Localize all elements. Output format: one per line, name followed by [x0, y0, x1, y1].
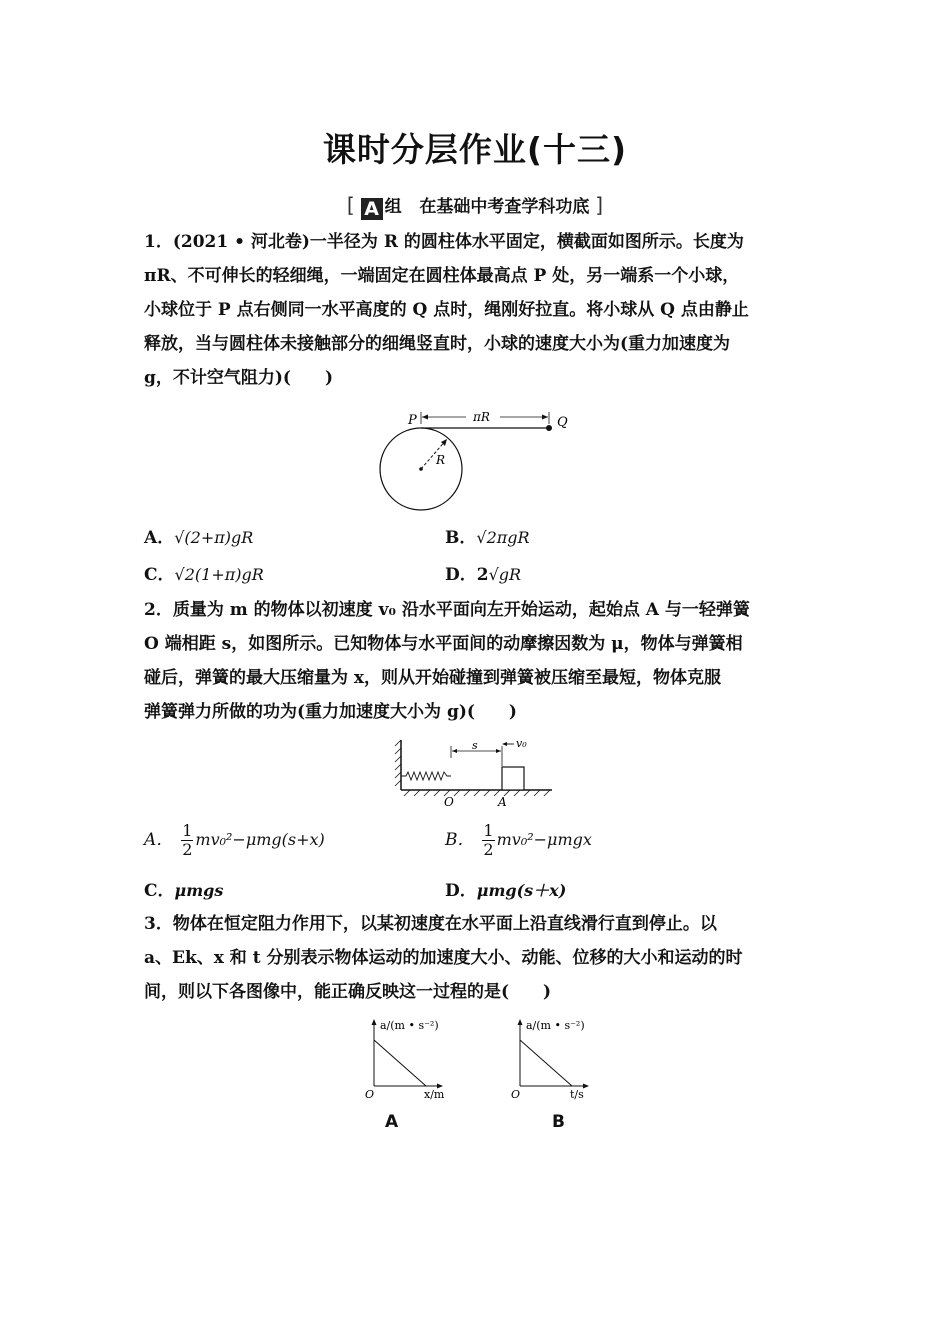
option-expr: mv₀²−μmgx — [496, 830, 592, 849]
question-2 — [144, 593, 810, 729]
option-label: A． — [144, 528, 175, 548]
floor-hatching — [404, 790, 550, 796]
dim-arrow-left — [422, 415, 428, 420]
q2-option-b[interactable] — [445, 822, 592, 859]
x-label: t/s — [570, 1088, 584, 1101]
question-3 — [144, 907, 810, 1009]
option-expr: √gR — [488, 565, 522, 584]
page-title: 课时分层作业(十三) — [322, 130, 628, 169]
p-label: P — [408, 413, 417, 428]
q1-line: g，不计空气阻力)( ) — [144, 368, 334, 388]
s-label: s — [472, 739, 478, 752]
q3-line: a、Ek、x 和 t 分别表示物体运动的加速度大小、动能、位移的大小和运动的时 — [144, 948, 743, 968]
q2-line: 2．质量为 m 的物体以初速度 v₀ 沿水平面向左开始运动，起始点 A 与一轻弹簧 — [144, 600, 750, 620]
wall-hatching — [395, 740, 401, 786]
option-expr: mv₀²−μmg(s+x) — [195, 830, 325, 849]
q3-line: 间，则以下各图像中，能正确反映这一过程的是( ) — [144, 982, 552, 1002]
option-label: C． — [144, 565, 175, 585]
o-label: O — [444, 795, 454, 809]
q3-graph-b — [506, 1016, 606, 1104]
option-label: B． — [445, 830, 475, 850]
q1-line: 1．(2021 • 河北卷)一半径为 R 的圆柱体水平固定，横截面如图所示。长度为 — [144, 232, 744, 252]
v0-label: v₀ — [516, 737, 527, 750]
section-heading — [0, 192, 950, 220]
q1-line: 小球位于 P 点右侧同一水平高度的 Q 点时，绳刚好拉直。将小球从 Q 点由静止 — [144, 300, 749, 320]
option-expr: μmg(s＋x) — [476, 881, 567, 900]
q-label: Q — [557, 415, 568, 430]
section-text: 在基础中考查学科功底 — [419, 197, 590, 217]
option-label: C． — [144, 881, 175, 901]
fraction: $\frac{1}{2}$ — [182, 821, 193, 859]
option-label: D． — [445, 881, 477, 901]
q1-option-c[interactable] — [144, 563, 264, 587]
fraction: $\frac{1}{2}$ — [483, 821, 494, 859]
x-arrow — [583, 1084, 589, 1089]
q1-line: 释放，当与圆柱体未接触部分的细绳竖直时，小球的速度大小为(重力加速度为 — [144, 334, 731, 354]
dim-arrow-right — [542, 415, 548, 420]
block — [502, 767, 524, 790]
q1-line: πR、不可伸长的轻细绳，一端固定在圆柱体最高点 P 处，另一端系一个小球， — [144, 266, 740, 286]
option-label: B． — [445, 528, 477, 548]
s-arrow-right — [496, 749, 501, 753]
option-prefix: 2 — [476, 565, 489, 585]
group-badge: A — [361, 198, 383, 220]
q1-option-d[interactable] — [445, 563, 521, 587]
option-label: A． — [144, 830, 174, 850]
x-label: x/m — [424, 1088, 445, 1101]
option-expr: √2(1+π)gR — [174, 565, 264, 584]
graph-b-caption: B — [552, 1112, 565, 1132]
y-arrow — [518, 1019, 523, 1025]
graph-line — [520, 1040, 572, 1086]
option-label: D． — [445, 565, 477, 585]
q1-option-b[interactable] — [445, 526, 530, 550]
origin-label: O — [511, 1088, 521, 1101]
q1-option-a[interactable] — [144, 526, 253, 550]
r-label: R — [436, 453, 446, 467]
graph-line — [374, 1040, 426, 1086]
option-expr: μmgs — [174, 881, 224, 900]
y-label: a/(m • s⁻²) — [380, 1019, 439, 1032]
option-expr: √(2+π)gR — [174, 528, 254, 547]
q3-line: 3．物体在恒定阻力作用下，以某初速度在水平面上沿直线滑行直到停止。以 — [144, 914, 717, 934]
q2-option-d[interactable] — [445, 879, 566, 903]
section-bracket-open: [ — [346, 193, 355, 217]
s-arrow-left — [452, 749, 457, 753]
q2-option-c[interactable] — [144, 879, 223, 903]
y-arrow — [372, 1019, 377, 1025]
q2-option-a[interactable] — [144, 822, 325, 859]
q1-figure — [370, 402, 580, 517]
q2-line: O 端相距 s，如图所示。已知物体与水平面间的动摩擦因数为 μ，物体与弹簧相 — [144, 634, 743, 654]
question-1 — [144, 225, 810, 395]
q2-figure — [392, 736, 557, 812]
graph-a-caption: A — [385, 1112, 399, 1132]
y-label: a/(m • s⁻²) — [526, 1019, 585, 1032]
a-label: A — [498, 795, 507, 809]
len-label: πR — [473, 410, 490, 424]
origin-label: O — [365, 1088, 375, 1101]
q2-line: 弹簧弹力所做的功为(重力加速度大小为 g)( ) — [144, 702, 517, 722]
group-label: 组 — [384, 197, 402, 217]
section-bracket-close: ] — [595, 193, 604, 217]
q2-line: 碰后，弹簧的最大压缩量为 x，则从开始碰撞到弹簧被压缩至最短，物体克服 — [144, 668, 722, 688]
q3-graph-a — [360, 1016, 460, 1104]
ball-q — [546, 425, 552, 431]
velocity-arrowhead — [502, 742, 507, 746]
option-expr: √2πgR — [476, 528, 530, 547]
spring — [401, 772, 451, 780]
